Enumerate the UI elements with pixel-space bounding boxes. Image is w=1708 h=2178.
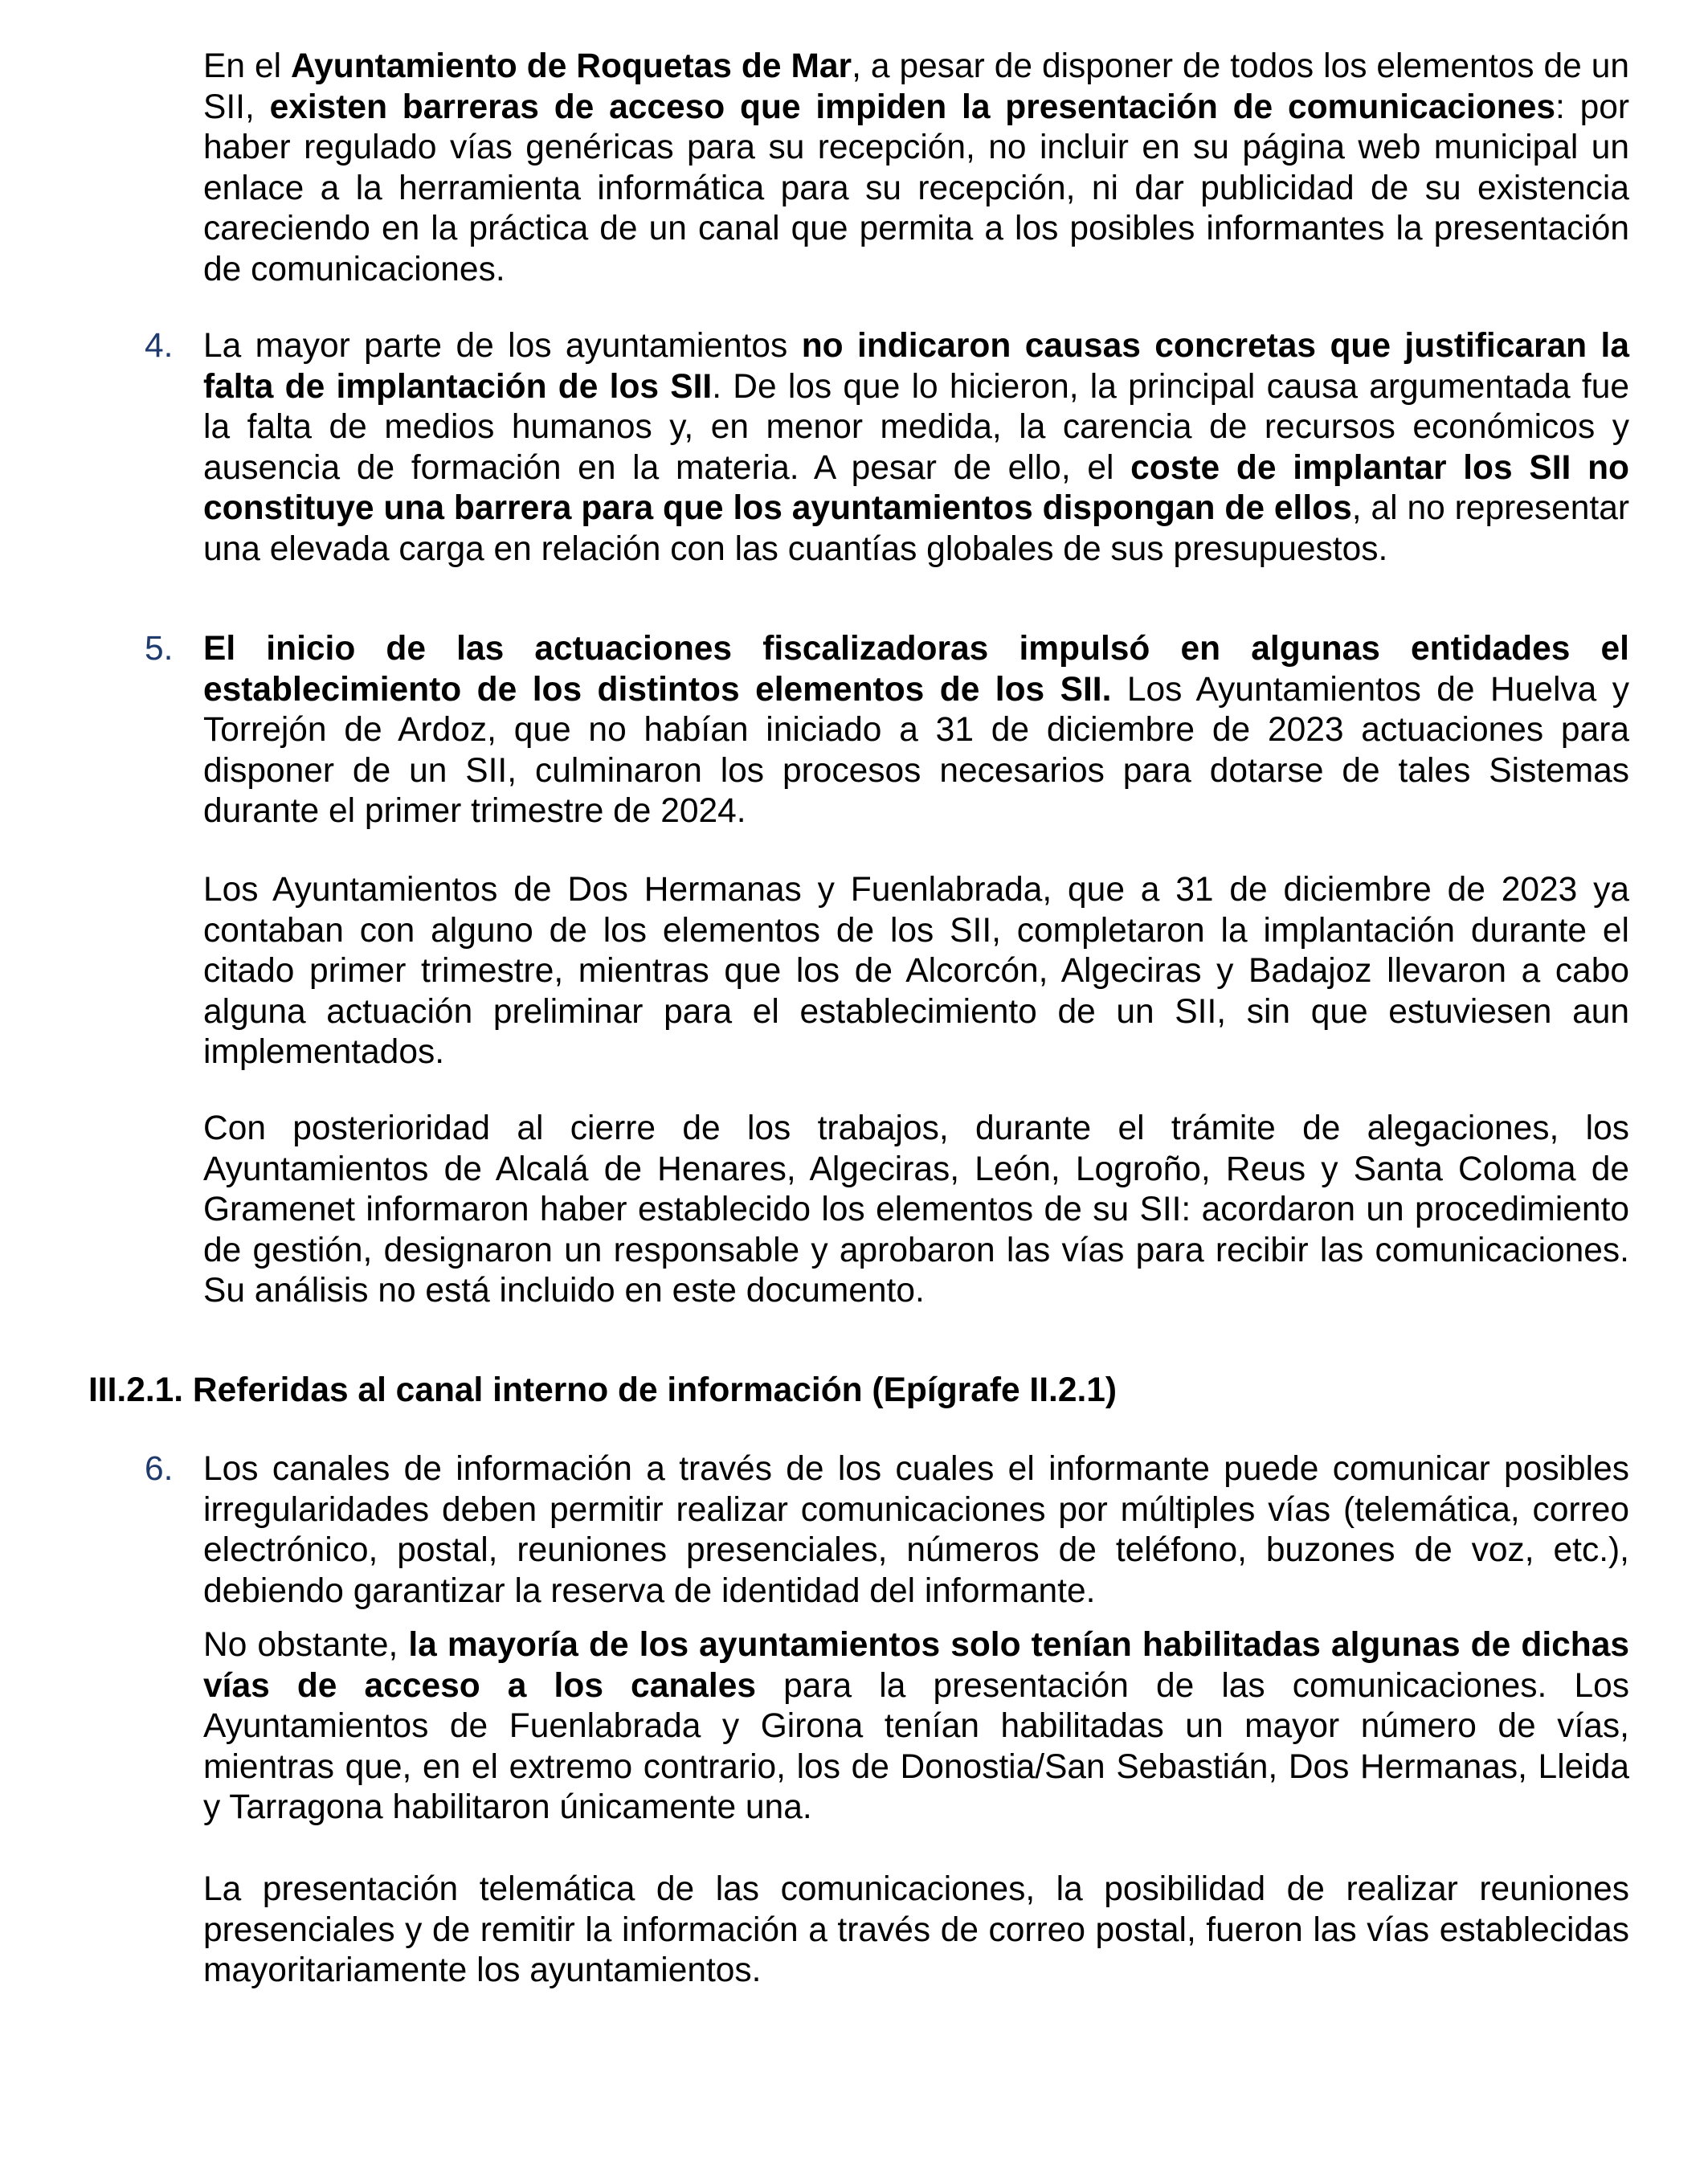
list-item-4	[203, 326, 1629, 570]
list-item-6-paragraph-2	[203, 1625, 1629, 1829]
list-item-5-paragraph-2	[203, 870, 1629, 1073]
bold-run: no indicaron causas concretas que justificaran la falta de implantación de los SII	[203, 327, 1629, 406]
text-run: para la presentación de las comunicaciones. Los Ayuntamientos de Fuenlabrada y Girona tenían habilitadas un mayor número de vías, mientras que, en el extremo contrario, los de Donostia/San Sebastián, Dos Hermanas, Lleida y Tarragona habilitaron únicamente una.	[203, 1666, 1629, 1826]
list-number-4: 4.	[145, 327, 174, 365]
paragraph-text	[203, 326, 1629, 570]
text-run: : por haber regulado vías genéricas para su recepción, no incluir en su página web municipal un enlace a la herramienta informática para su recepción, ni dar publicidad de su existencia careciendo en la práctica de un canal que permita a los posibles informantes la presentación de comunicaciones.	[203, 88, 1629, 288]
paragraph-text: Los Ayuntamientos de Dos Hermanas y Fuenlabrada, que a 31 de diciembre de 2023 ya contaban con alguno de los elementos de los SII, completaron la implantación durante el citado primer trimestre, mientras que los de Alcorcón, Algeciras y Badajoz llevaron a cabo alguna actuación preliminar para el establecimiento de un SII, sin que estuviesen aun implementados.	[203, 871, 1629, 1071]
bold-run: coste de implantar los SII no constituye una barrera para que los ayuntamientos dispongan de ellos	[203, 448, 1629, 527]
paragraph-roquetas	[203, 47, 1629, 290]
bold-run: El inicio de las actuaciones fiscalizadoras impulsó en algunas entidades el establecimiento de los distintos elementos de los SII.	[203, 630, 1629, 709]
list-number-5: 5.	[145, 630, 174, 668]
list-number-6: 6.	[145, 1450, 174, 1488]
paragraph-text	[203, 1625, 1629, 1829]
list-item-6-paragraph-3	[203, 1869, 1629, 1992]
text-run: Los Ayuntamientos de Huelva y Torrejón de Ardoz, que no habían iniciado a 31 de diciembre de 2023 actuaciones para disponer de un SII, culminaron los procesos necesarios para dotarse de tales Sistemas durante el primer trimestre de 2024.	[203, 670, 1629, 830]
list-item-6	[203, 1449, 1629, 1612]
paragraph-text: La presentación telemática de las comunicaciones, la posibilidad de realizar reuniones presenciales y de remitir la información a través de correo postal, fueron las vías establecidas mayoritariamente los ayuntamientos.	[203, 1870, 1629, 1989]
bold-run: la mayoría de los ayuntamientos solo tenían habilitadas algunas de dichas vías de acceso a los canales	[203, 1626, 1629, 1705]
paragraph-text: Los canales de información a través de los cuales el informante puede comunicar posibles irregularidades deben permitir realizar comunicaciones por múltiples vías (telemática, correo electrónico, postal, reuniones presenciales, números de teléfono, buzones de voz, etc.), debiendo garantizar la reserva de identidad del informante.	[203, 1450, 1629, 1610]
bold-run: Ayuntamiento de Roquetas de Mar	[291, 47, 852, 85]
paragraph-text	[203, 47, 1629, 290]
list-item-5-paragraph-3	[203, 1109, 1629, 1312]
section-heading: III.2.1. Referidas al canal interno de información (Epígrafe II.2.1)	[88, 1371, 1118, 1409]
text-run: . De los que lo hicieron, la principal causa argumentada fue la falta de medios humanos y, en menor medida, la carencia de recursos económicos y ausencia de formación en la materia. A pesar de ello, el	[203, 367, 1629, 487]
text-run: La mayor parte de los ayuntamientos	[203, 327, 802, 365]
text-run: , a pesar de disponer de todos los elementos de un SII,	[203, 47, 1629, 126]
text-run: No obstante,	[203, 1626, 409, 1664]
list-item-5	[203, 629, 1629, 832]
text-run: En el	[203, 47, 291, 85]
bold-run: existen barreras de acceso que impiden la presentación de comunicaciones	[269, 88, 1555, 126]
text-run: , al no representar una elevada carga en relación con las cuantías globales de sus presupuestos.	[203, 489, 1629, 568]
paragraph-text	[203, 629, 1629, 832]
paragraph-text: Con posterioridad al cierre de los trabajos, durante el trámite de alegaciones, los Ayuntamientos de Alcalá de Henares, Algeciras, León, Logroño, Reus y Santa Coloma de Gramenet informaron haber establecido los elementos de su SII: acordaron un procedimiento de gestión, designaron un responsable y aprobaron las vías para recibir las comunicaciones. Su análisis no está incluido en este documento.	[203, 1109, 1629, 1310]
